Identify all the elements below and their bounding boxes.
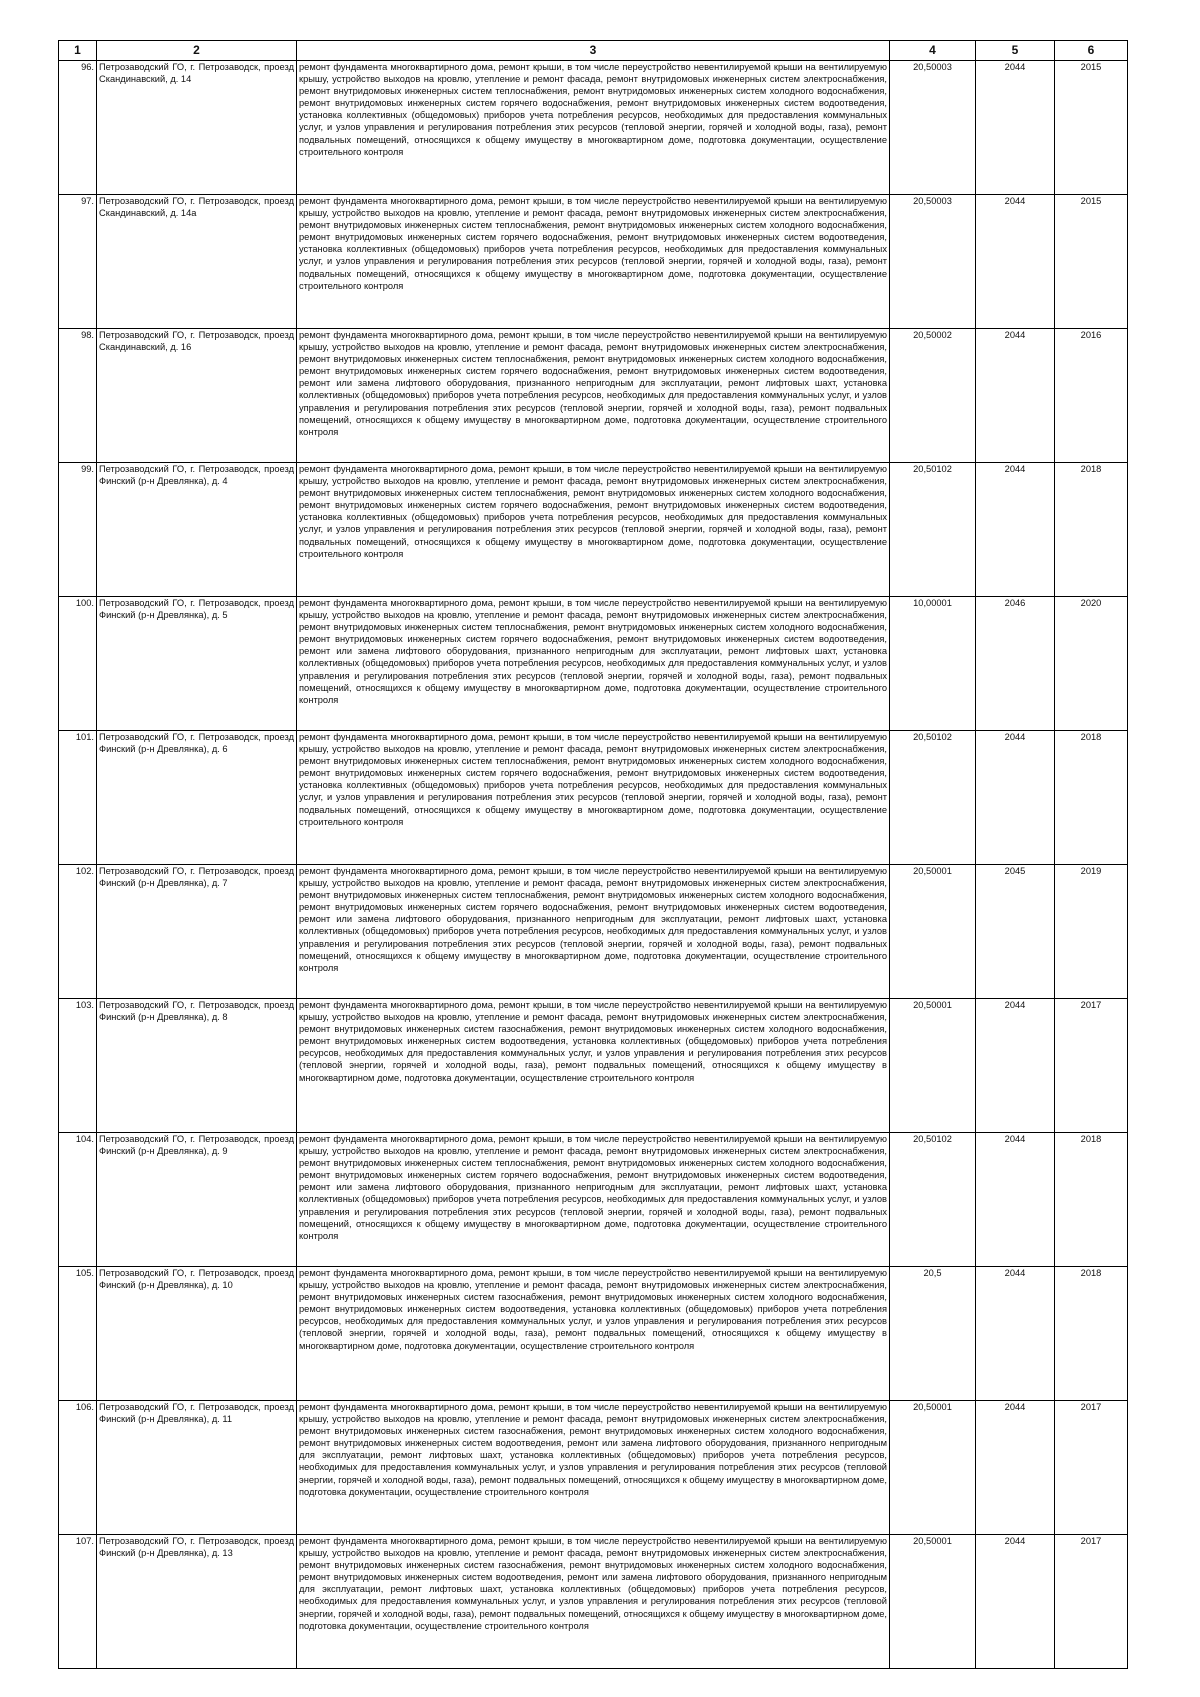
- row-number: 99.: [59, 463, 97, 597]
- address-cell: Петрозаводский ГО, г. Петрозаводск, проезд Финский (р-н Древлянка), д. 7: [97, 865, 297, 999]
- column-header-2: 2: [97, 41, 297, 61]
- column-header-5: 5: [976, 41, 1055, 61]
- year-cell-col6: 2018: [1055, 1267, 1128, 1401]
- works-cell: ремонт фундамента многоквартирного дома, ремонт крыши, в том числе переустройство невентилируемой крыши на вентилируемую крышу, устройство выходов на кровлю, утепление и ремонт фасада, ремонт внутридомовых инженерных систем электроснабжения, ремонт внутридомовых инженерных систем газоснабжения, ремонт внутридомовых инженерных систем холодного водоснабжения, ремонт внутридомовых инженерных систем водоотведения, установка коллективных (общедомовых) приборов учета потребления ресурсов, необходимых для предоставления коммунальных услуг, и узлов управления и регулирования потребления этих ресурсов (тепловой энергии, горячей и холодной воды, газа), ремонт подвальных помещений, относящихся к общему имуществу в многоквартирном доме, подготовка документации, осуществление строительного контроля: [297, 1267, 890, 1401]
- row-number: 105.: [59, 1267, 97, 1401]
- row-number: 97.: [59, 195, 97, 329]
- column-header-1: 1: [59, 41, 97, 61]
- row-number: 103.: [59, 999, 97, 1133]
- year-cell-col6: 2018: [1055, 731, 1128, 865]
- column-header-3: 3: [297, 41, 890, 61]
- value-cell-col4: 20,50002: [890, 329, 976, 463]
- works-cell: ремонт фундамента многоквартирного дома, ремонт крыши, в том числе переустройство невентилируемой крыши на вентилируемую крышу, устройство выходов на кровлю, утепление и ремонт фасада, ремонт внутридомовых инженерных систем электроснабжения, ремонт внутридомовых инженерных систем теплоснабжения, ремонт внутридомовых инженерных систем холодного водоснабжения, ремонт внутридомовых инженерных систем горячего водоснабжения, ремонт внутридомовых инженерных систем водоотведения, ремонт или замена лифтового оборудования, признанного непригодным для эксплуатации, ремонт лифтовых шахт, установка коллективных (общедомовых) приборов учета потребления ресурсов, необходимых для предоставления коммунальных услуг, и узлов управления и регулирования потребления этих ресурсов (тепловой энергии, горячей и холодной воды, газа), ремонт подвальных помещений, относящихся к общему имуществу в многоквартирном доме, подготовка документации, осуществление строительного контроля: [297, 865, 890, 999]
- row-number: 96.: [59, 61, 97, 195]
- address-cell: Петрозаводский ГО, г. Петрозаводск, проезд Финский (р-н Древлянка), д. 10: [97, 1267, 297, 1401]
- row-number: 104.: [59, 1133, 97, 1267]
- year-cell-col5: 2044: [976, 999, 1055, 1133]
- row-number: 106.: [59, 1401, 97, 1535]
- address-cell: Петрозаводский ГО, г. Петрозаводск, проезд Скандинавский, д. 14а: [97, 195, 297, 329]
- table-row: [59, 1267, 1128, 1401]
- year-cell-col6: 2018: [1055, 1133, 1128, 1267]
- value-cell-col4: 20,50102: [890, 1133, 976, 1267]
- table-row: [59, 329, 1128, 463]
- address-cell: Петрозаводский ГО, г. Петрозаводск, проезд Финский (р-н Древлянка), д. 6: [97, 731, 297, 865]
- address-cell: Петрозаводский ГО, г. Петрозаводск, проезд Финский (р-н Древлянка), д. 9: [97, 1133, 297, 1267]
- value-cell-col4: 20,50001: [890, 865, 976, 999]
- address-cell: Петрозаводский ГО, г. Петрозаводск, проезд Скандинавский, д. 16: [97, 329, 297, 463]
- value-cell-col4: 20,50003: [890, 61, 976, 195]
- value-cell-col4: 10,00001: [890, 597, 976, 731]
- year-cell-col5: 2044: [976, 463, 1055, 597]
- table-row: [59, 1535, 1128, 1669]
- works-cell: ремонт фундамента многоквартирного дома, ремонт крыши, в том числе переустройство невентилируемой крыши на вентилируемую крышу, устройство выходов на кровлю, утепление и ремонт фасада, ремонт внутридомовых инженерных систем электроснабжения, ремонт внутридомовых инженерных систем газоснабжения, ремонт внутридомовых инженерных систем холодного водоснабжения, ремонт внутридомовых инженерных систем водоотведения, ремонт или замена лифтового оборудования, признанного непригодным для эксплуатации, ремонт лифтовых шахт, установка коллективных (общедомовых) приборов учета потребления ресурсов, необходимых для предоставления коммунальных услуг, и узлов управления и регулирования потребления этих ресурсов (тепловой энергии, горячей и холодной воды, газа), ремонт подвальных помещений, относящихся к общему имуществу в многоквартирном доме, подготовка документации, осуществление строительного контроля: [297, 1535, 890, 1669]
- address-cell: Петрозаводский ГО, г. Петрозаводск, проезд Финский (р-н Древлянка), д. 4: [97, 463, 297, 597]
- value-cell-col4: 20,50003: [890, 195, 976, 329]
- table-row: [59, 1133, 1128, 1267]
- column-header-6: 6: [1055, 41, 1128, 61]
- value-cell-col4: 20,50102: [890, 463, 976, 597]
- column-header-4: 4: [890, 41, 976, 61]
- table-row: [59, 597, 1128, 731]
- capital-repair-table: [58, 40, 1128, 1669]
- works-cell: ремонт фундамента многоквартирного дома, ремонт крыши, в том числе переустройство невентилируемой крыши на вентилируемую крышу, устройство выходов на кровлю, утепление и ремонт фасада, ремонт внутридомовых инженерных систем электроснабжения, ремонт внутридомовых инженерных систем теплоснабжения, ремонт внутридомовых инженерных систем холодного водоснабжения, ремонт внутридомовых инженерных систем горячего водоснабжения, ремонт внутридомовых инженерных систем водоотведения, ремонт или замена лифтового оборудования, признанного непригодным для эксплуатации, ремонт лифтовых шахт, установка коллективных (общедомовых) приборов учета потребления ресурсов, необходимых для предоставления коммунальных услуг, и узлов управления и регулирования потребления этих ресурсов (тепловой энергии, горячей и холодной воды, газа), ремонт подвальных помещений, относящихся к общему имуществу в многоквартирном доме, подготовка документации, осуществление строительного контроля: [297, 597, 890, 731]
- year-cell-col5: 2044: [976, 1133, 1055, 1267]
- year-cell-col5: 2046: [976, 597, 1055, 731]
- works-cell: ремонт фундамента многоквартирного дома, ремонт крыши, в том числе переустройство невентилируемой крыши на вентилируемую крышу, устройство выходов на кровлю, утепление и ремонт фасада, ремонт внутридомовых инженерных систем электроснабжения, ремонт внутридомовых инженерных систем газоснабжения, ремонт внутридомовых инженерных систем холодного водоснабжения, ремонт внутридомовых инженерных систем водоотведения, ремонт или замена лифтового оборудования, признанного непригодным для эксплуатации, ремонт лифтовых шахт, установка коллективных (общедомовых) приборов учета потребления ресурсов, необходимых для предоставления коммунальных услуг, и узлов управления и регулирования потребления этих ресурсов (тепловой энергии, горячей и холодной воды, газа), ремонт подвальных помещений, относящихся к общему имуществу в многоквартирном доме, подготовка документации, осуществление строительного контроля: [297, 1401, 890, 1535]
- year-cell-col6: 2020: [1055, 597, 1128, 731]
- year-cell-col5: 2044: [976, 1401, 1055, 1535]
- year-cell-col5: 2044: [976, 61, 1055, 195]
- table-row: [59, 61, 1128, 195]
- year-cell-col6: 2017: [1055, 999, 1128, 1133]
- row-number: 107.: [59, 1535, 97, 1669]
- address-cell: Петрозаводский ГО, г. Петрозаводск, проезд Скандинавский, д. 14: [97, 61, 297, 195]
- address-cell: Петрозаводский ГО, г. Петрозаводск, проезд Финский (р-н Древлянка), д. 13: [97, 1535, 297, 1669]
- works-cell: ремонт фундамента многоквартирного дома, ремонт крыши, в том числе переустройство невентилируемой крыши на вентилируемую крышу, устройство выходов на кровлю, утепление и ремонт фасада, ремонт внутридомовых инженерных систем электроснабжения, ремонт внутридомовых инженерных систем теплоснабжения, ремонт внутридомовых инженерных систем холодного водоснабжения, ремонт внутридомовых инженерных систем горячего водоснабжения, ремонт внутридомовых инженерных систем водоотведения, установка коллективных (общедомовых) приборов учета потребления ресурсов, необходимых для предоставления коммунальных услуг, и узлов управления и регулирования потребления этих ресурсов (тепловой энергии, горячей и холодной воды, газа), ремонт подвальных помещений, относящихся к общему имуществу в многоквартирном доме, подготовка документации, осуществление строительного контроля: [297, 463, 890, 597]
- works-cell: ремонт фундамента многоквартирного дома, ремонт крыши, в том числе переустройство невентилируемой крыши на вентилируемую крышу, устройство выходов на кровлю, утепление и ремонт фасада, ремонт внутридомовых инженерных систем электроснабжения, ремонт внутридомовых инженерных систем теплоснабжения, ремонт внутридомовых инженерных систем холодного водоснабжения, ремонт внутридомовых инженерных систем горячего водоснабжения, ремонт внутридомовых инженерных систем водоотведения, установка коллективных (общедомовых) приборов учета потребления ресурсов, необходимых для предоставления коммунальных услуг, и узлов управления и регулирования потребления этих ресурсов (тепловой энергии, горячей и холодной воды, газа), ремонт подвальных помещений, относящихся к общему имуществу в многоквартирном доме, подготовка документации, осуществление строительного контроля: [297, 731, 890, 865]
- header-row: [59, 41, 1128, 61]
- value-cell-col4: 20,5: [890, 1267, 976, 1401]
- row-number: 98.: [59, 329, 97, 463]
- year-cell-col6: 2015: [1055, 61, 1128, 195]
- table-row: [59, 1401, 1128, 1535]
- works-cell: ремонт фундамента многоквартирного дома, ремонт крыши, в том числе переустройство невентилируемой крыши на вентилируемую крышу, устройство выходов на кровлю, утепление и ремонт фасада, ремонт внутридомовых инженерных систем электроснабжения, ремонт внутридомовых инженерных систем теплоснабжения, ремонт внутридомовых инженерных систем холодного водоснабжения, ремонт внутридомовых инженерных систем горячего водоснабжения, ремонт внутридомовых инженерных систем водоотведения, ремонт или замена лифтового оборудования, признанного непригодным для эксплуатации, ремонт лифтовых шахт, установка коллективных (общедомовых) приборов учета потребления ресурсов, необходимых для предоставления коммунальных услуг, и узлов управления и регулирования потребления этих ресурсов (тепловой энергии, горячей и холодной воды, газа), ремонт подвальных помещений, относящихся к общему имуществу в многоквартирном доме, подготовка документации, осуществление строительного контроля: [297, 1133, 890, 1267]
- year-cell-col6: 2018: [1055, 463, 1128, 597]
- works-cell: ремонт фундамента многоквартирного дома, ремонт крыши, в том числе переустройство невентилируемой крыши на вентилируемую крышу, устройство выходов на кровлю, утепление и ремонт фасада, ремонт внутридомовых инженерных систем электроснабжения, ремонт внутридомовых инженерных систем газоснабжения, ремонт внутридомовых инженерных систем холодного водоснабжения, ремонт внутридомовых инженерных систем водоотведения, установка коллективных (общедомовых) приборов учета потребления ресурсов, необходимых для предоставления коммунальных услуг, и узлов управления и регулирования потребления этих ресурсов (тепловой энергии, горячей и холодной воды, газа), ремонт подвальных помещений, относящихся к общему имуществу в многоквартирном доме, подготовка документации, осуществление строительного контроля: [297, 999, 890, 1133]
- address-cell: Петрозаводский ГО, г. Петрозаводск, проезд Финский (р-н Древлянка), д. 11: [97, 1401, 297, 1535]
- year-cell-col6: 2019: [1055, 865, 1128, 999]
- works-cell: ремонт фундамента многоквартирного дома, ремонт крыши, в том числе переустройство невентилируемой крыши на вентилируемую крышу, устройство выходов на кровлю, утепление и ремонт фасада, ремонт внутридомовых инженерных систем электроснабжения, ремонт внутридомовых инженерных систем теплоснабжения, ремонт внутридомовых инженерных систем холодного водоснабжения, ремонт внутридомовых инженерных систем горячего водоснабжения, ремонт внутридомовых инженерных систем водоотведения, ремонт или замена лифтового оборудования, признанного непригодным для эксплуатации, ремонт лифтовых шахт, установка коллективных (общедомовых) приборов учета потребления ресурсов, необходимых для предоставления коммунальных услуг, и узлов управления и регулирования потребления этих ресурсов (тепловой энергии, горячей и холодной воды, газа), ремонт подвальных помещений, относящихся к общему имуществу в многоквартирном доме, подготовка документации, осуществление строительного контроля: [297, 329, 890, 463]
- works-cell: ремонт фундамента многоквартирного дома, ремонт крыши, в том числе переустройство невентилируемой крыши на вентилируемую крышу, устройство выходов на кровлю, утепление и ремонт фасада, ремонт внутридомовых инженерных систем электроснабжения, ремонт внутридомовых инженерных систем теплоснабжения, ремонт внутридомовых инженерных систем холодного водоснабжения, ремонт внутридомовых инженерных систем горячего водоснабжения, ремонт внутридомовых инженерных систем водоотведения, установка коллективных (общедомовых) приборов учета потребления ресурсов, необходимых для предоставления коммунальных услуг, и узлов управления и регулирования потребления этих ресурсов (тепловой энергии, горячей и холодной воды, газа), ремонт подвальных помещений, относящихся к общему имуществу в многоквартирном доме, подготовка документации, осуществление строительного контроля: [297, 195, 890, 329]
- address-cell: Петрозаводский ГО, г. Петрозаводск, проезд Финский (р-н Древлянка), д. 8: [97, 999, 297, 1133]
- works-cell: ремонт фундамента многоквартирного дома, ремонт крыши, в том числе переустройство невентилируемой крыши на вентилируемую крышу, устройство выходов на кровлю, утепление и ремонт фасада, ремонт внутридомовых инженерных систем электроснабжения, ремонт внутридомовых инженерных систем теплоснабжения, ремонт внутридомовых инженерных систем холодного водоснабжения, ремонт внутридомовых инженерных систем горячего водоснабжения, ремонт внутридомовых инженерных систем водоотведения, установка коллективных (общедомовых) приборов учета потребления ресурсов, необходимых для предоставления коммунальных услуг, и узлов управления и регулирования потребления этих ресурсов (тепловой энергии, горячей и холодной воды, газа), ремонт подвальных помещений, относящихся к общему имуществу в многоквартирном доме, подготовка документации, осуществление строительного контроля: [297, 61, 890, 195]
- value-cell-col4: 20,50102: [890, 731, 976, 865]
- year-cell-col5: 2044: [976, 1267, 1055, 1401]
- table-row: [59, 731, 1128, 865]
- year-cell-col6: 2017: [1055, 1535, 1128, 1669]
- value-cell-col4: 20,50001: [890, 1535, 976, 1669]
- table-row: [59, 865, 1128, 999]
- address-cell: Петрозаводский ГО, г. Петрозаводск, проезд Финский (р-н Древлянка), д. 5: [97, 597, 297, 731]
- row-number: 100.: [59, 597, 97, 731]
- year-cell-col5: 2044: [976, 329, 1055, 463]
- year-cell-col5: 2044: [976, 195, 1055, 329]
- row-number: 102.: [59, 865, 97, 999]
- table-row: [59, 195, 1128, 329]
- row-number: 101.: [59, 731, 97, 865]
- year-cell-col5: 2044: [976, 1535, 1055, 1669]
- year-cell-col6: 2015: [1055, 195, 1128, 329]
- year-cell-col6: 2016: [1055, 329, 1128, 463]
- value-cell-col4: 20,50001: [890, 1401, 976, 1535]
- year-cell-col6: 2017: [1055, 1401, 1128, 1535]
- table-body: [59, 61, 1128, 1669]
- year-cell-col5: 2045: [976, 865, 1055, 999]
- value-cell-col4: 20,50001: [890, 999, 976, 1133]
- year-cell-col5: 2044: [976, 731, 1055, 865]
- table-row: [59, 463, 1128, 597]
- table-row: [59, 999, 1128, 1133]
